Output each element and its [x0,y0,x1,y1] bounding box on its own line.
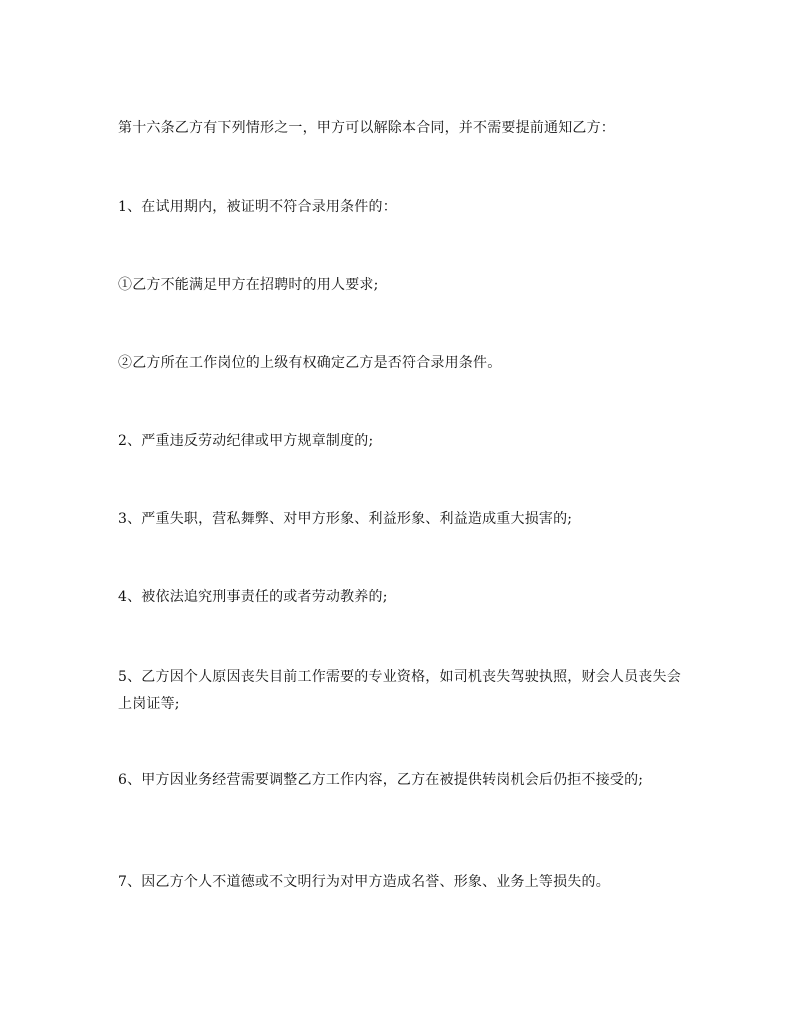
clause-item-5: 5、乙方因个人原因丧失目前工作需要的专业资格，如司机丧失驾驶执照，财会人员丧失会上岗证等; [118,669,681,712]
clause-subitem-1: ①乙方不能满足甲方在招聘时的用人要求; [118,277,379,293]
clause-item-1: 1、在试用期内，被证明不符合录用条件的： [118,199,397,215]
clause-item-3: 3、严重失职，营私舞弊、对甲方形象、利益形象、利益造成重大损害的; [118,511,573,527]
clause-item-7: 7、因乙方个人不道德或不文明行为对甲方造成名誉、形象、业务上等损失的。 [118,874,610,890]
clause-16-heading: 第十六条乙方有下列情形之一，甲方可以解除本合同，并不需要提前通知乙方： [118,120,615,136]
clause-item-4: 4、被依法追究刑事责任的或者劳动教养的; [118,589,388,605]
clause-item-2: 2、严重违反劳动纪律或甲方规章制度的; [118,433,374,449]
clause-item-6: 6、甲方因业务经营需要调整乙方工作内容，乙方在被提供转岗机会后仍拒不接受的; [118,772,644,788]
clause-subitem-2: ②乙方所在工作岗位的上级有权确定乙方是否符合录用条件。 [118,355,502,371]
